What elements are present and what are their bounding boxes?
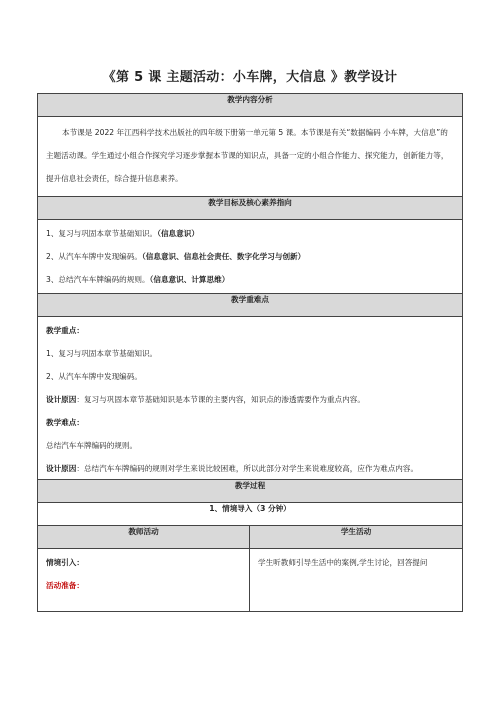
student-activity-header: 学生活动 bbox=[250, 526, 463, 549]
student-activity-cell bbox=[250, 549, 463, 612]
goals-cell bbox=[38, 220, 463, 294]
difficulty-label: 教学难点： bbox=[46, 418, 84, 427]
activity-prep-label: 活动准备： bbox=[46, 581, 84, 590]
section-intro-header: 1、情境导入（3 分钟） bbox=[38, 503, 463, 526]
design-reason-1: 设计原因：复习与巩固本章节基础知识是本节课的主要内容，知识点的渗透需要作为重点内容。 bbox=[46, 395, 365, 404]
analysis-cell bbox=[38, 117, 463, 197]
goals-header: 教学目标及核心素养指向 bbox=[38, 197, 463, 220]
focus-item: 1、复习与巩固本章节基础知识。 bbox=[46, 349, 158, 358]
analysis-header: 教学内容分析 bbox=[38, 94, 463, 117]
design-reason-2: 设计原因：总结汽车车牌编码的规则对学生来说比较困难，所以此部分对学生来说难度较高，应作为难点内容。 bbox=[46, 464, 419, 473]
process-header: 教学过程 bbox=[38, 480, 463, 503]
focus-item: 2、从汽车车牌中发现编码。 bbox=[46, 372, 142, 381]
analysis-text: 本节课是 2022 年江西科学技术出版社的四年级下册第一单元第 5 课。本节课是有关“数据编码 小车牌，大信息”的主题活动课。学生通过小组合作探究学习逐步掌握本节课的知识点，具备一定的小组合作能力、探究能力，创新能力等，提升信息社会责任，综合提升信息素养。 bbox=[46, 128, 449, 183]
scenario-intro-label: 情境引入： bbox=[46, 558, 84, 567]
goal-item: 1、复习与巩固本章节基础知识。（信息意识） bbox=[46, 229, 199, 238]
student-activity-text: 学生听教师引导生活中的案例,学生讨论，回答提问 bbox=[258, 558, 428, 567]
focus-label: 教学重点： bbox=[46, 326, 84, 335]
goal-item: 2、从汽车车牌中发现编码。（信息意识、信息社会责任、数字化学习与创新） bbox=[46, 252, 306, 261]
document-title: 《第 5 课 主题活动：小车牌，大信息 》教学设计 bbox=[102, 70, 398, 85]
difficulty-item: 总结汽车车牌编码的规则。 bbox=[46, 441, 138, 450]
teacher-activity-header: 教师活动 bbox=[38, 526, 250, 549]
lesson-plan-table bbox=[37, 93, 463, 612]
goal-item: 3、总结汽车车牌编码的规则。（信息意识、计算思维） bbox=[46, 275, 230, 284]
keypoints-cell bbox=[38, 317, 463, 480]
keypoints-header: 教学重难点 bbox=[38, 294, 463, 317]
teacher-activity-cell bbox=[38, 549, 250, 612]
